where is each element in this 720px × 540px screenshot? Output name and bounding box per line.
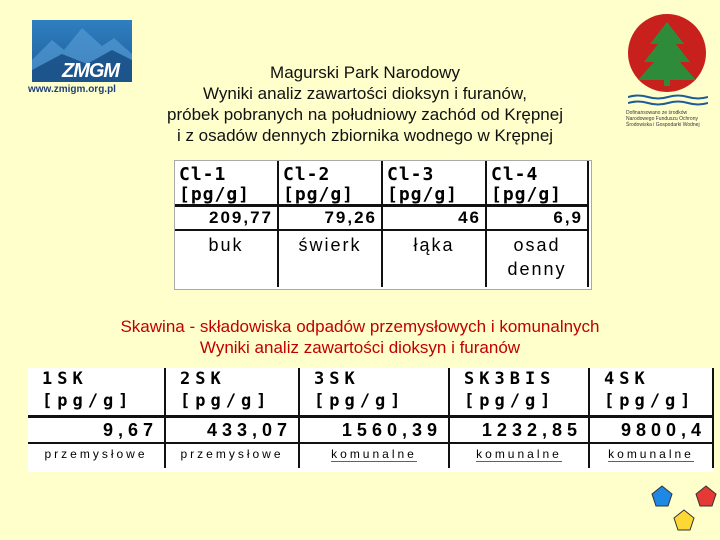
skawina-value-cell: 9800,4 bbox=[590, 418, 714, 444]
skawina-type-cell bbox=[166, 444, 300, 468]
skawina-header-cell: 4SK [pg/g] bbox=[590, 368, 714, 418]
skawina-type-cell bbox=[300, 444, 450, 468]
skawina-type-label: komunalne bbox=[331, 447, 417, 461]
magura-sample-cell: osad denny bbox=[487, 231, 589, 287]
magura-header-cell: Cl-4 [pg/g] bbox=[487, 161, 589, 207]
skawina-type-label: komunalne bbox=[476, 447, 562, 461]
skawina-header-row bbox=[28, 368, 714, 418]
magura-header-cell: Cl-3 [pg/g] bbox=[383, 161, 487, 207]
magura-value-cell: 209,77 bbox=[175, 207, 279, 231]
skawina-type-label: komunalne bbox=[608, 447, 694, 461]
magura-header-cell: Cl-1 [pg/g] bbox=[175, 161, 279, 207]
nfosigw-logo bbox=[626, 14, 708, 134]
page-title bbox=[110, 62, 620, 146]
magura-value-cell: 79,26 bbox=[279, 207, 383, 231]
skawina-type-cell bbox=[28, 444, 166, 468]
shapes-logo-icon bbox=[646, 480, 720, 540]
blue-pentagon-icon bbox=[652, 486, 672, 506]
skawina-header-cell: 3SK [pg/g] bbox=[300, 368, 450, 418]
magura-sample-row bbox=[175, 231, 591, 287]
magura-value-cell: 6,9 bbox=[487, 207, 589, 231]
title-line-4: i z osadów dennych zbiornika wodnego w Krępnej bbox=[176, 126, 554, 145]
magura-value-cell: 46 bbox=[383, 207, 487, 231]
title-line-2: Wyniki analiz zawartości dioksyn i furanów, bbox=[203, 84, 527, 103]
skawina-line-1: Skawina - składowiska odpadów przemysłowych i komunalnych bbox=[120, 317, 600, 336]
zmgm-logo-text: ZMGM bbox=[62, 60, 120, 82]
skawina-line-2: Wyniki analiz zawartości dioksyn i furanów bbox=[199, 338, 521, 357]
skawina-header-cell: 1SK [pg/g] bbox=[28, 368, 166, 418]
title-line-1: Magurski Park Narodowy bbox=[270, 63, 460, 82]
skawina-type-cell bbox=[590, 444, 714, 468]
magura-header-cell: Cl-2 [pg/g] bbox=[279, 161, 383, 207]
magura-sample-cell: łąka bbox=[383, 231, 487, 287]
skawina-value-row bbox=[28, 418, 714, 444]
skawina-header-cell: 2SK [pg/g] bbox=[166, 368, 300, 418]
skawina-value-cell: 1560,39 bbox=[300, 418, 450, 444]
tree-icon bbox=[628, 14, 706, 92]
magura-sample-cell: świerk bbox=[279, 231, 383, 287]
skawina-value-cell: 1232,85 bbox=[450, 418, 590, 444]
magura-sample-cell: buk bbox=[175, 231, 279, 287]
yellow-pentagon-icon bbox=[674, 510, 694, 530]
skawina-value-cell: 9,67 bbox=[28, 418, 166, 444]
nfosigw-logo-circle bbox=[628, 14, 706, 92]
magura-results-table bbox=[174, 160, 592, 290]
skawina-header-cell: SK3BIS [pg/g] bbox=[450, 368, 590, 418]
water-waves-icon bbox=[628, 94, 708, 108]
skawina-value-cell: 433,07 bbox=[166, 418, 300, 444]
skawina-type-row bbox=[28, 444, 714, 468]
skawina-type-label: przemysłowe bbox=[44, 447, 148, 461]
nfosigw-caption: Dofinansowano ze środków Narodowego Funduszu Ochrony Środowiska i Gospodarki Wodnej bbox=[626, 110, 700, 128]
zmgm-url: www.zmigm.org.pl bbox=[28, 84, 116, 95]
title-line-3: próbek pobranych na południowy zachód od Krępnej bbox=[167, 105, 563, 124]
skawina-type-cell bbox=[450, 444, 590, 468]
magura-value-row bbox=[175, 207, 591, 231]
magura-header-row bbox=[175, 161, 591, 207]
red-pentagon-icon bbox=[696, 486, 716, 506]
skawina-results-table bbox=[28, 368, 714, 472]
skawina-heading bbox=[20, 316, 700, 358]
skawina-type-label: przemysłowe bbox=[180, 447, 284, 461]
